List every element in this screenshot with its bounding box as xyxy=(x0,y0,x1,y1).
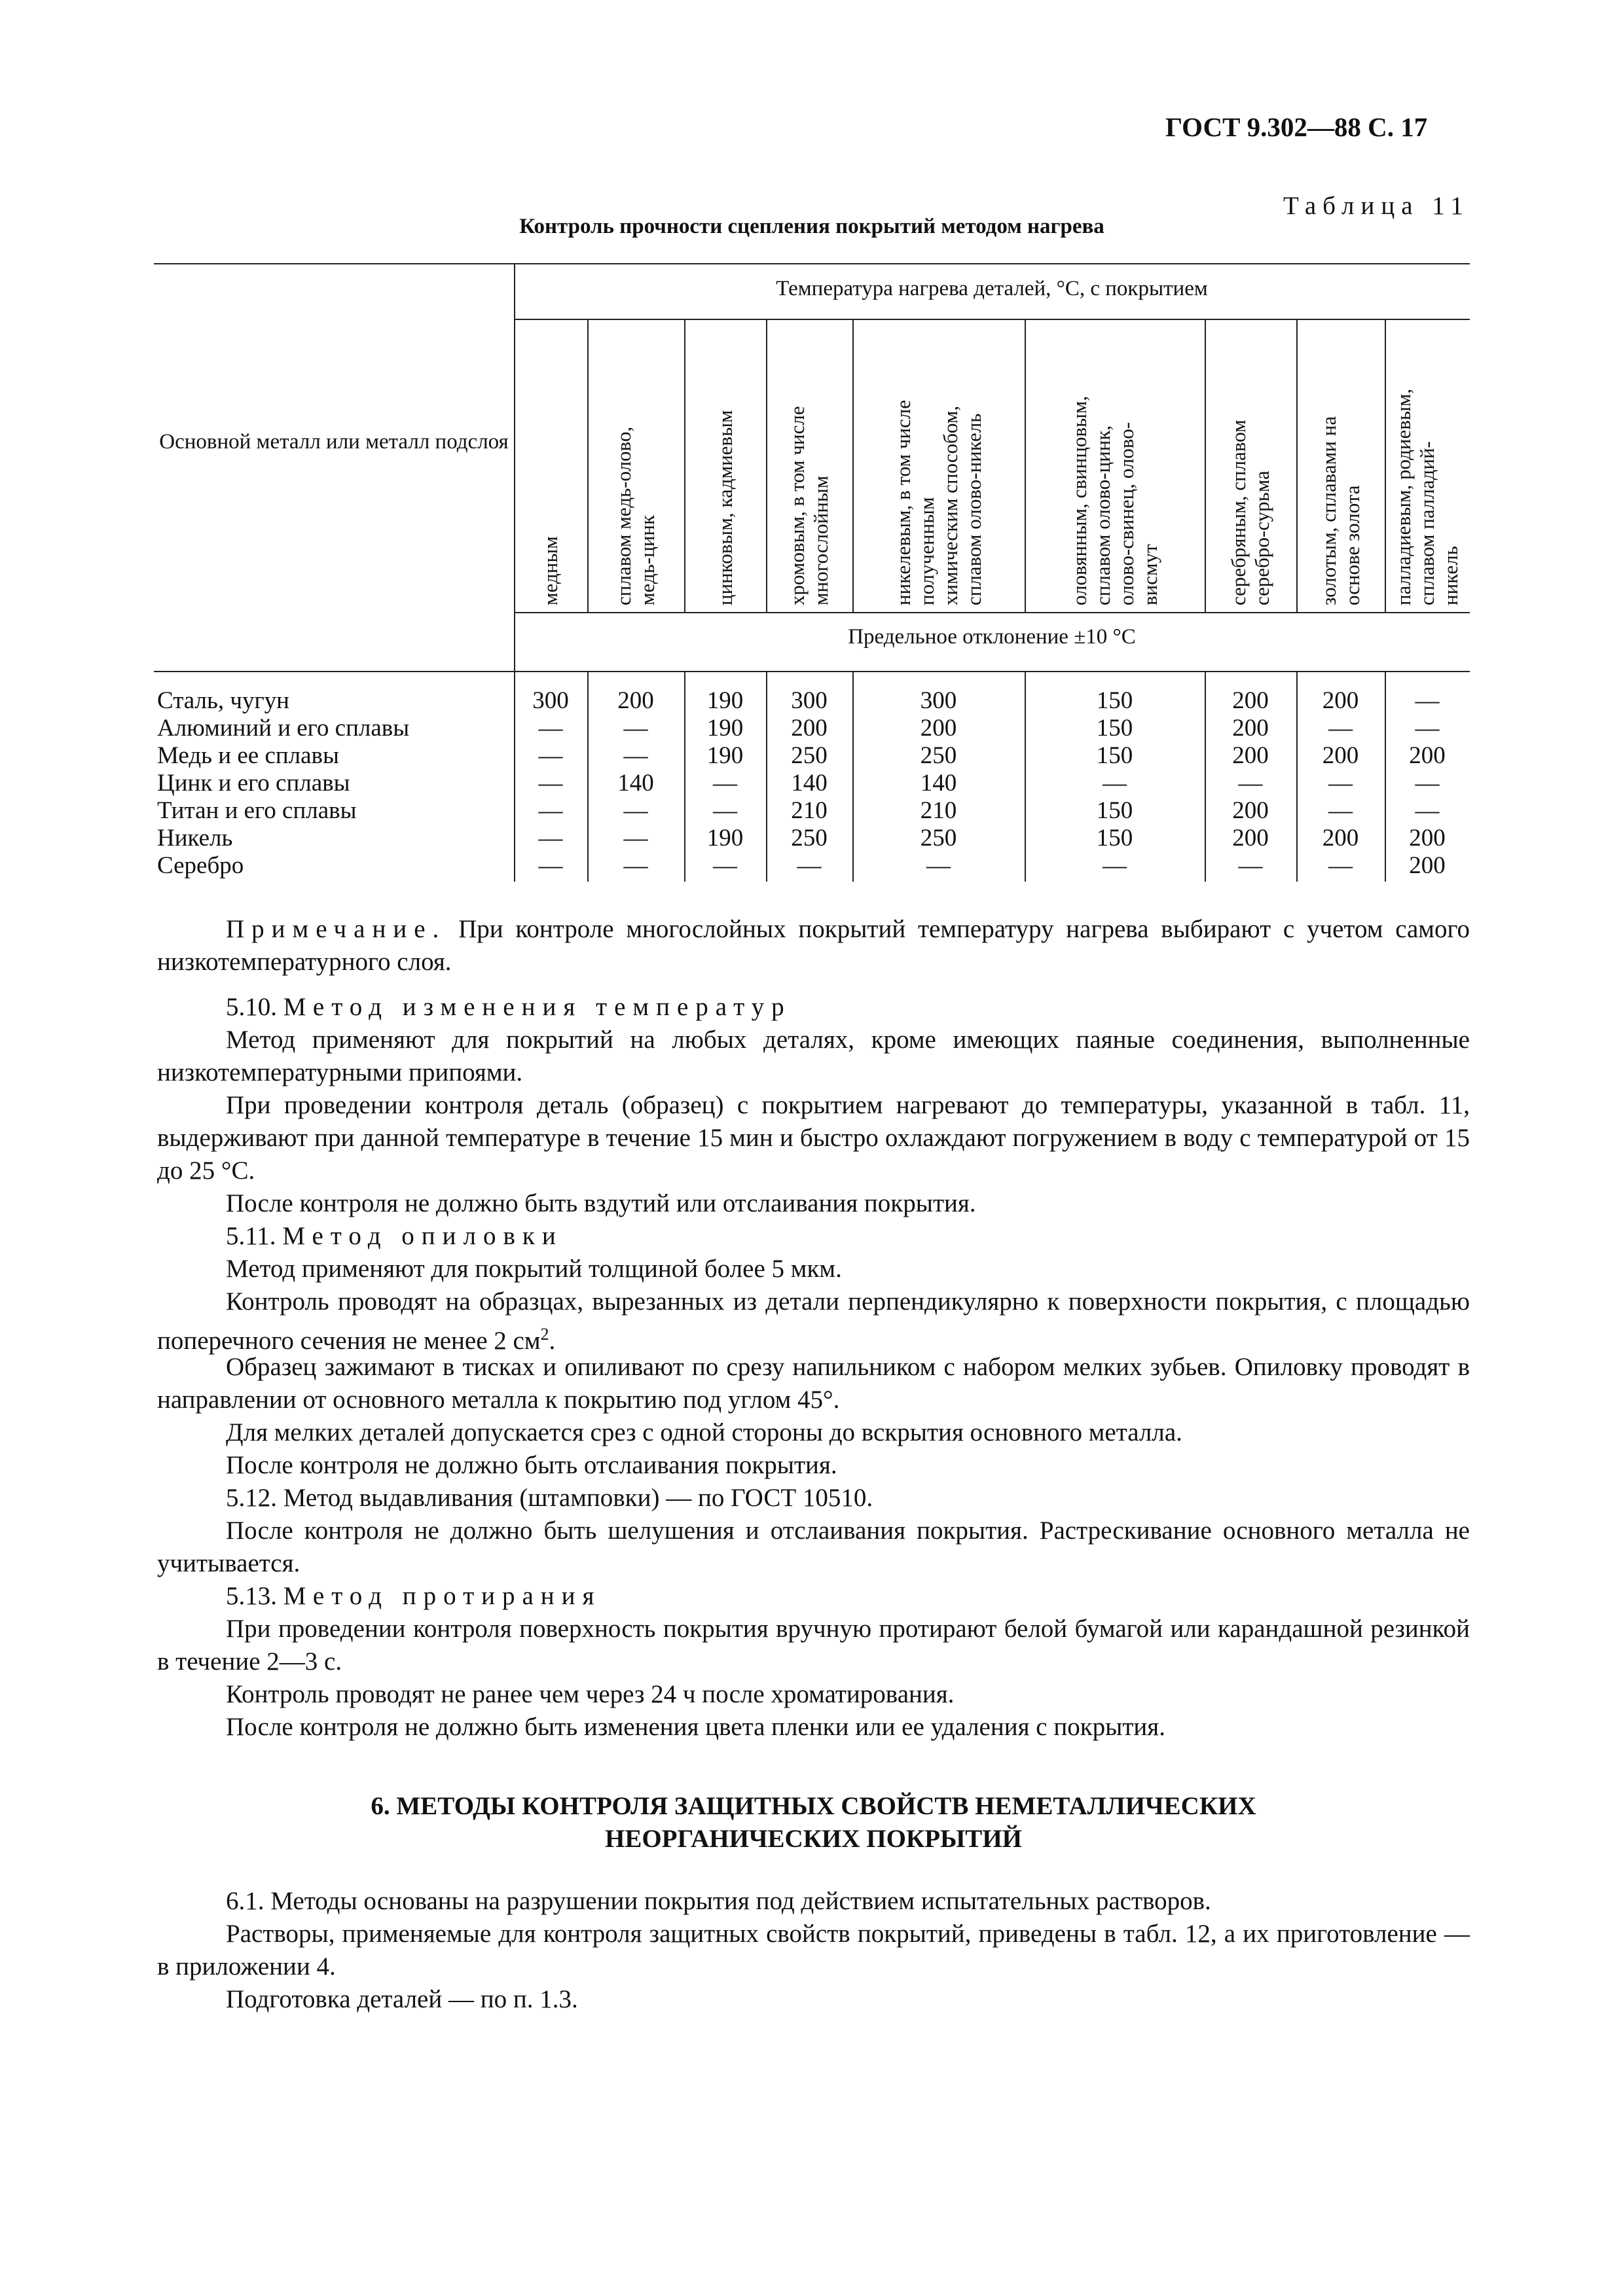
table-cell: — xyxy=(1238,852,1263,879)
table-cell: 140 xyxy=(791,770,828,797)
paragraph: Контроль проводят не ранее чем через 24 ч после хроматирования. xyxy=(226,1680,955,1708)
paragraph xyxy=(157,1285,1470,1357)
table-cell: 200 xyxy=(1409,852,1446,879)
table-cell: — xyxy=(1415,770,1440,797)
column-header xyxy=(1068,331,1162,605)
clause-5-10-title xyxy=(157,991,1470,1024)
table-cell: — xyxy=(538,715,563,742)
row-label: Никель xyxy=(157,825,233,852)
section-heading-line: 6. МЕТОДЫ КОНТРОЛЯ ЗАЩИТНЫХ СВОЙСТВ НЕМЕТАЛЛИЧЕСКИХ xyxy=(371,1792,1256,1820)
table-cell: — xyxy=(623,852,648,879)
section-heading-line: НЕОРГАНИЧЕСКИХ ПОКРЫТИЙ xyxy=(605,1825,1022,1853)
column-header-line: медь-цинк xyxy=(636,514,659,605)
column-header xyxy=(612,331,659,605)
table-cell: 210 xyxy=(791,797,828,824)
table-cell: — xyxy=(1238,770,1263,797)
table-cell: — xyxy=(1328,770,1353,797)
table-column-divider xyxy=(766,319,767,612)
table-cell: — xyxy=(1415,715,1440,742)
table-cell: 200 xyxy=(1409,742,1446,769)
row-label: Алюминий и его сплавы xyxy=(157,715,410,742)
clause-title: Метод опиловки xyxy=(282,1222,563,1250)
first-column-header: Основной металл или металл подслоя xyxy=(159,430,509,454)
table-cell: 150 xyxy=(1096,797,1133,824)
column-header-line: серебро-сурьма xyxy=(1250,471,1273,605)
table-column-divider xyxy=(1296,319,1298,612)
table-cell: 210 xyxy=(920,797,957,824)
table-cell: 190 xyxy=(706,687,744,714)
table-cell: 200 xyxy=(1232,825,1269,852)
table-column-divider xyxy=(587,319,589,612)
table-cell: — xyxy=(713,770,737,797)
column-header-line: медным xyxy=(539,536,562,605)
table-cell: — xyxy=(1328,797,1353,824)
table-number: Таблица 11 xyxy=(1283,192,1470,220)
column-header-line: цинковым, кадмиевым xyxy=(713,410,737,605)
table-note xyxy=(157,913,1470,978)
paragraph: При проведении контроля поверхность покрытия вручную протирают белой бумагой или карандашной резинкой в течение 2—3 с. xyxy=(157,1615,1470,1676)
column-header-line: хромовым, в том числе xyxy=(786,406,809,605)
paragraph: После контроля не должно быть шелушения и отслаивания покрытия. Растрескивание основного металла не учитывается. xyxy=(157,1516,1470,1577)
clause-5-11-title xyxy=(157,1220,1470,1253)
row-label: Медь и ее сплавы xyxy=(157,742,339,769)
row-label: Серебро xyxy=(157,852,244,879)
paragraph: Растворы, применяемые для контроля защитных свойств покрытий, приведены в табл. 12, а их приготовление — в приложении 4. xyxy=(157,1920,1470,1981)
column-header-line: сплавом медь-олово, xyxy=(612,426,635,605)
table-top-rule xyxy=(154,263,1470,264)
column-header-line: висмут xyxy=(1138,544,1161,605)
column-header xyxy=(1392,331,1463,605)
column-header xyxy=(892,331,986,605)
table-title: Контроль прочности сцепления покрытий методом нагрева xyxy=(519,215,1104,238)
table-cell: — xyxy=(538,742,563,769)
table-cell: 200 xyxy=(791,715,828,742)
column-header-line: многослойным xyxy=(809,475,832,605)
table-cell: — xyxy=(797,852,822,879)
table-cell: 140 xyxy=(920,770,957,797)
table-cell: — xyxy=(926,852,951,879)
row-label: Цинк и его сплавы xyxy=(157,770,350,797)
column-header xyxy=(539,331,562,605)
paragraph-end: . xyxy=(549,1327,556,1355)
column-header-line: никелевым, в том числе xyxy=(891,399,915,605)
table-cell: — xyxy=(1415,687,1440,714)
column-header-line: никель xyxy=(1439,546,1462,605)
table-cell: 200 xyxy=(1322,825,1359,852)
table-cell: 150 xyxy=(1096,742,1133,769)
note-text: При контроле многослойных покрытий температуру нагрева выбирают с учетом самого низкотемпературного слоя. xyxy=(157,915,1470,976)
paragraph: Метод применяют для покрытий на любых деталях, кроме имеющих паяные соединения, выполненные низкотемпературными припоями. xyxy=(157,1026,1470,1086)
table-cell: — xyxy=(713,852,737,879)
column-header xyxy=(714,331,737,605)
clause-number: 5.10. xyxy=(226,993,283,1021)
table-cell: 300 xyxy=(791,687,828,714)
column-header-line: серебряным, сплавом xyxy=(1227,420,1250,605)
column-header-line: сплавом палладий- xyxy=(1415,441,1438,605)
table-cell: — xyxy=(623,715,648,742)
row-label: Сталь, чугун xyxy=(157,687,289,714)
table-cell: 190 xyxy=(706,715,744,742)
table-cell: — xyxy=(538,852,563,879)
table-column-divider xyxy=(684,319,685,612)
paragraph: Подготовка деталей — по п. 1.3. xyxy=(226,1985,578,2013)
table-cell: — xyxy=(1415,797,1440,824)
table-cell: 200 xyxy=(1232,797,1269,824)
clause-6-1: 6.1. Методы основаны на разрушении покрытия под действием испытательных растворов. xyxy=(226,1887,1211,1915)
table-cell: — xyxy=(713,797,737,824)
table-cell: — xyxy=(623,797,648,824)
note-label: Примечание. xyxy=(226,915,447,943)
row-label: Титан и его сплавы xyxy=(157,797,357,824)
table-column-divider xyxy=(1205,319,1206,612)
table-cell: — xyxy=(1103,770,1127,797)
column-header-line: олово-свинец, олово- xyxy=(1114,422,1138,605)
clause-title: Метод протирания xyxy=(283,1582,602,1610)
running-head: ГОСТ 9.302—88 С. 17 xyxy=(1165,112,1428,142)
column-header-line: оловянным, свинцовым, xyxy=(1067,395,1091,605)
paragraph: Метод применяют для покрытий толщиной более 5 мкм. xyxy=(226,1255,842,1283)
table-header-bottom-rule xyxy=(514,612,1470,613)
table-cell: 250 xyxy=(791,742,828,769)
column-header-line: основе золота xyxy=(1340,485,1364,605)
clause-number: 5.13. xyxy=(226,1582,283,1610)
paragraph: При проведении контроля деталь (образец) с покрытием нагревают до температуры, указанной в табл. 11, выдерживают при данной температуре в течение 15 мин и быстро охлаждают погружением в воду с температурой от 15 до 25 °С. xyxy=(157,1091,1470,1185)
table-cell: 200 xyxy=(1322,742,1359,769)
table-cell: 250 xyxy=(791,825,828,852)
table-cell: — xyxy=(1103,852,1127,879)
table-column-divider xyxy=(1025,319,1026,612)
table-body-rule xyxy=(154,671,1470,672)
table-cell: 250 xyxy=(920,825,957,852)
table-cell: — xyxy=(1328,852,1353,879)
table-cell: — xyxy=(538,797,563,824)
table-cell: 200 xyxy=(1409,825,1446,852)
table-cell: 250 xyxy=(920,742,957,769)
clause-title: Метод изменения температур xyxy=(283,993,792,1021)
superscript: 2 xyxy=(540,1325,549,1344)
temperature-group-header: Температура нагрева деталей, °С, с покрытием xyxy=(776,277,1208,300)
column-header-line: сплавом олово-цинк, xyxy=(1091,425,1114,605)
table-cell: 190 xyxy=(706,742,744,769)
column-header-line: палладиевым, родиевым, xyxy=(1392,388,1415,605)
table-cell: 190 xyxy=(706,825,744,852)
column-header xyxy=(1317,331,1364,605)
paragraph: После контроля не должно быть отслаивания покрытия. xyxy=(226,1451,837,1479)
table-column-divider xyxy=(852,319,854,612)
table-cell: 300 xyxy=(532,687,569,714)
clause-5-13-title xyxy=(157,1580,1470,1613)
table-column-divider xyxy=(1385,319,1386,612)
table-cell: — xyxy=(623,742,648,769)
paragraph: После контроля не должно быть вздутий или отслаивания покрытия. xyxy=(226,1189,976,1217)
clause-number: 5.11. xyxy=(226,1222,283,1250)
column-header xyxy=(786,331,833,605)
column-header-line: химическим способом, xyxy=(938,405,962,605)
table-cell: 200 xyxy=(1232,715,1269,742)
table-cell: — xyxy=(623,825,648,852)
paragraph: Для мелких деталей допускается срез с одной стороны до вскрытия основного металла. xyxy=(226,1418,1182,1446)
table-cell: 200 xyxy=(1232,742,1269,769)
table-cell: 140 xyxy=(617,770,654,797)
table-cell: 300 xyxy=(920,687,957,714)
table-cell: 150 xyxy=(1096,715,1133,742)
table-cell: — xyxy=(538,770,563,797)
clause-5-12: 5.12. Метод выдавливания (штамповки) — по ГОСТ 10510. xyxy=(226,1484,873,1512)
table-cell: 200 xyxy=(1232,687,1269,714)
table-cell: 200 xyxy=(1322,687,1359,714)
column-header-line: полученным xyxy=(915,497,938,605)
paragraph: Образец зажимают в тисках и опиливают по срезу напильником с набором мелких зубьев. Опиловку проводят в направлении от основного металла к покрытию под углом 45°. xyxy=(157,1353,1470,1414)
paragraph-text: Контроль проводят на образцах, вырезанных из детали перпендикулярно к поверхности покрытия, с площадью поперечного сечения не менее 2 см xyxy=(157,1287,1470,1355)
table-cell: 200 xyxy=(920,715,957,742)
section-heading xyxy=(157,1790,1470,1856)
tolerance-header: Предельное отклонение ±10 °С xyxy=(848,625,1136,649)
table-cell: — xyxy=(1328,715,1353,742)
table-header-group-rule xyxy=(514,319,1470,320)
table-cell: 200 xyxy=(617,687,654,714)
column-header-line: сплавом олово-никель xyxy=(962,413,985,605)
table-cell: 150 xyxy=(1096,687,1133,714)
column-header xyxy=(1227,331,1274,605)
paragraph: После контроля не должно быть изменения цвета пленки или ее удаления с покрытия. xyxy=(226,1713,1165,1741)
column-header-line: золотым, сплавами на xyxy=(1317,416,1340,605)
table-cell: 150 xyxy=(1096,825,1133,852)
table-cell: — xyxy=(538,825,563,852)
